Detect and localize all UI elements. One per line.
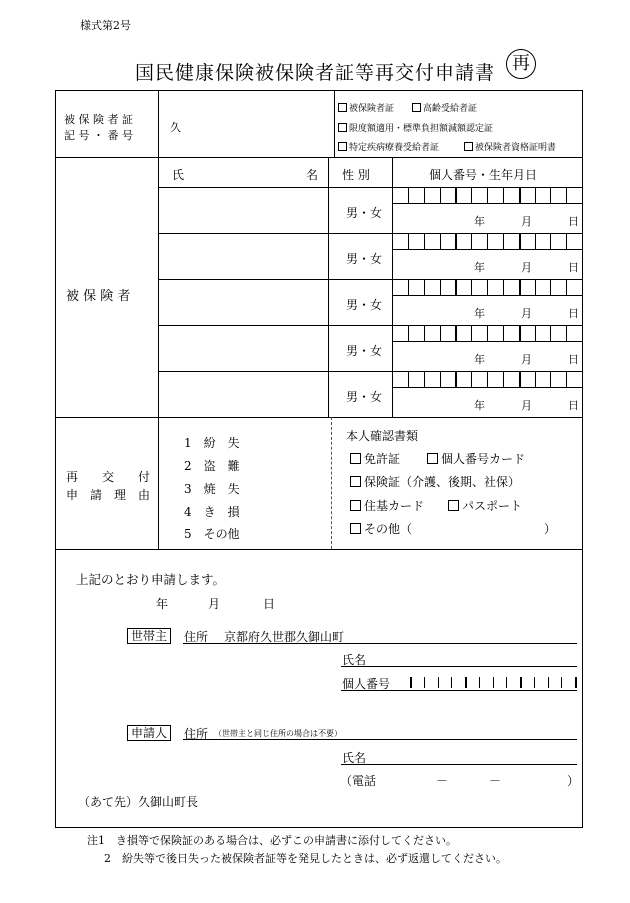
head-address-line [183,643,577,644]
checkbox-icon [448,500,459,511]
phone-end: ） [567,774,580,788]
number-cell-divider [408,279,409,295]
number-cell-divider [408,325,409,341]
birth-month-label: 月 [521,353,532,366]
head-number-cell-divider [534,677,535,688]
reason-4[interactable]: 4 き 損 [184,505,240,519]
number-cell-divider [519,371,521,387]
phone-label: （電話 [340,774,377,788]
application-statement: 上記のとおり申請します。 [76,572,226,587]
head-number-cell-divider [479,677,480,688]
number-cell-bottom [392,341,582,342]
card-number-value[interactable]: 久 [170,121,181,134]
id-docs-title: 本人確認書類 [346,429,419,443]
household-head-text: 世帯主 [127,628,171,644]
id-opt-juki[interactable] [350,497,424,514]
sex-number-divider [392,157,393,417]
head-address-label: 住所 [184,630,209,644]
applicant-address-label: 住所 [184,727,209,741]
birth-year-label: 年 [474,215,485,228]
number-cell-divider [503,279,504,295]
application-year[interactable]: 年 [156,597,169,611]
header-number: 個人番号・生年月日 [429,168,538,182]
head-address-value[interactable]: 京都府久世郡久御山町 [224,630,345,644]
page-title-text: 国民健康保険被保険者証等再交付申請書 [134,62,495,84]
head-number-cell-divider [465,677,467,688]
head-name-line[interactable] [341,666,577,667]
reissue-dashed-divider [331,417,332,549]
checkbox-icon [464,142,473,151]
number-cell-divider [471,187,472,203]
note-1: 注1 き損等で保険証のある場合は、必ずこの申請書に添付してください。 [87,834,457,847]
sex-selector[interactable]: 男・女 [346,252,383,266]
reason-2[interactable]: 2 盗 難 [184,459,240,473]
applicant-text: 申請人 [127,725,171,741]
head-number-cell-divider [438,677,439,688]
applicant-label [127,724,171,741]
reissue-bottom [56,549,582,550]
head-number-label: 個人番号 [342,677,391,691]
number-cell-divider [503,187,504,203]
note-2: 2 紛失等で後日失った被保険者証等を発見したときは、必ず返還してください。 [104,852,507,865]
number-cell-divider [566,187,567,203]
id-opt-label: 保険証（介護、後期、社保） [364,475,521,489]
number-cell-divider [503,233,504,249]
applicant-name-label: 氏名 [342,751,367,765]
number-cell-divider [487,233,488,249]
id-opt-mynumber[interactable] [427,450,525,467]
number-cell-divider [424,233,425,249]
application-day[interactable]: 日 [263,597,276,611]
number-cell-divider [471,371,472,387]
head-number-line [341,690,577,691]
checkbox-icon [350,500,361,511]
head-number-cell-divider [575,677,577,688]
number-cell-divider [487,279,488,295]
row1-bottom [56,157,582,158]
number-cell-divider [408,371,409,387]
number-cell-divider [503,325,504,341]
option-limit-certificate[interactable] [338,121,493,134]
number-cell-divider [519,187,521,203]
number-cell-divider [535,233,536,249]
option-label: 限度額適用・標準負担額減額認定証 [349,124,494,134]
option-specific-disease[interactable] [338,140,439,153]
head-name-label: 氏名 [342,653,367,667]
reissue-stamp: 再 [506,49,536,79]
header-name: 氏 [172,168,185,182]
number-cell-divider [455,233,457,249]
number-cell-divider [487,187,488,203]
checkbox-icon [350,453,361,464]
number-cell-divider [424,279,425,295]
number-cell-divider [487,371,488,387]
number-cell-divider [535,187,536,203]
birth-day-label: 日 [568,307,579,320]
number-cell-divider [566,279,567,295]
addressee: （あて先）久御山町長 [78,795,199,809]
id-opt-insurance[interactable] [350,473,520,490]
checkbox-icon [350,476,361,487]
birth-month-label: 月 [521,399,532,412]
number-cell-divider [408,233,409,249]
reissue-label-1: 再 交 付 [66,470,151,484]
card-number-label-1: 被 保 険 者 証 [64,113,133,126]
number-cell-divider [424,371,425,387]
number-cell-divider [440,371,441,387]
id-opt-other[interactable] [350,520,412,537]
number-cell-divider [566,325,567,341]
head-number-cell-divider [561,677,562,688]
number-cell-divider [455,187,457,203]
reason-5[interactable]: 5 その他 [184,527,240,541]
option-label: 特定疾病療養受給者証 [349,143,440,153]
reason-3[interactable]: 3 焼 失 [184,482,240,496]
form-number: 様式第2号 [80,19,131,32]
option-label: 高齢受給者証 [423,104,478,114]
checkbox-icon [427,453,438,464]
birth-year-label: 年 [474,261,485,274]
insured-bottom [56,417,582,418]
birth-month-label: 月 [521,307,532,320]
name-sex-divider [328,157,329,417]
id-opt-label: 住基カード [364,499,425,513]
applicant-address-line[interactable] [183,739,577,740]
phone-dash-1: － [436,774,449,788]
number-cell-divider [440,279,441,295]
number-cell-divider [550,279,551,295]
number-cell-divider [550,371,551,387]
row1-divider [334,91,335,157]
number-cell-divider [440,233,441,249]
checkbox-icon [338,103,347,112]
reissue-label-2: 申 請 理 由 [66,488,151,502]
sex-selector[interactable]: 男・女 [346,298,383,312]
id-opt-label: 個人番号カード [441,452,526,466]
birth-day-label: 日 [568,353,579,366]
label-column-divider [158,91,159,549]
birth-year-label: 年 [474,399,485,412]
number-cell-divider [424,325,425,341]
number-cell-divider [424,187,425,203]
checkbox-icon [338,142,347,151]
number-cell-divider [535,371,536,387]
number-cell-divider [550,325,551,341]
head-number-cell-divider [493,677,494,688]
number-cell-divider [566,371,567,387]
form-frame [55,90,583,828]
id-opt-label: その他（ [364,522,413,536]
option-label: 被保険者証 [349,104,395,114]
household-head-label [127,627,171,644]
sex-selector[interactable]: 男・女 [346,344,383,358]
number-cell-divider [519,279,521,295]
birth-day-label: 日 [568,215,579,228]
id-opt-other-end: ） [544,522,557,536]
option-elderly-card[interactable] [412,101,477,114]
head-number-cell-divider [451,677,452,688]
birth-month-label: 月 [521,261,532,274]
card-number-label-2: 記 号 ・ 番 号 [64,129,133,142]
header-sex: 性 別 [342,168,370,182]
number-cell-divider [487,325,488,341]
insured-label: 被 保 険 者 [66,289,131,304]
number-cell-divider [535,279,536,295]
head-number-cell-divider [506,677,507,688]
phone-dash-2: － [489,774,502,788]
head-number-cell-divider [424,677,425,688]
head-number-cell-divider [410,677,412,688]
applicant-name-line[interactable] [341,764,577,765]
number-cell-divider [440,325,441,341]
option-qualification-certificate[interactable] [464,140,556,153]
number-cell-divider [471,279,472,295]
id-opt-label: 免許証 [364,452,401,466]
id-opt-passport[interactable] [448,497,522,514]
number-cell-divider [519,325,521,341]
head-number-cell-divider [548,677,549,688]
number-cell-divider [471,233,472,249]
id-opt-label: パスポート [462,499,523,513]
reason-1[interactable]: 1 紛 失 [184,436,240,450]
number-cell-divider [550,187,551,203]
applicant-address-note: （世帯主と同じ住所の場合は不要） [214,729,342,738]
option-insurance-card[interactable] [338,101,394,114]
option-label: 被保険者資格証明書 [475,143,557,153]
number-cell-divider [550,233,551,249]
birth-day-label: 日 [568,399,579,412]
number-cell-bottom [392,249,582,250]
sex-selector[interactable]: 男・女 [346,390,383,404]
number-cell-divider [519,233,521,249]
number-cell-divider [440,187,441,203]
checkbox-icon [338,123,347,132]
number-cell-bottom [392,387,582,388]
birth-year-label: 年 [474,307,485,320]
number-cell-divider [455,325,457,341]
header-name-end: 名 [306,168,319,182]
number-cell-divider [455,279,457,295]
number-cell-divider [455,371,457,387]
birth-day-label: 日 [568,261,579,274]
number-cell-bottom [392,203,582,204]
number-cell-bottom [392,295,582,296]
checkbox-icon [350,523,361,534]
number-cell-divider [503,371,504,387]
sex-selector[interactable]: 男・女 [346,206,383,220]
checkbox-icon [412,103,421,112]
number-cell-divider [471,325,472,341]
birth-month-label: 月 [521,215,532,228]
head-number-cell-divider [520,677,522,688]
application-month[interactable]: 月 [208,597,221,611]
number-cell-divider [566,233,567,249]
number-cell-divider [408,187,409,203]
number-cell-divider [535,325,536,341]
id-opt-license[interactable] [350,450,400,467]
birth-year-label: 年 [474,353,485,366]
